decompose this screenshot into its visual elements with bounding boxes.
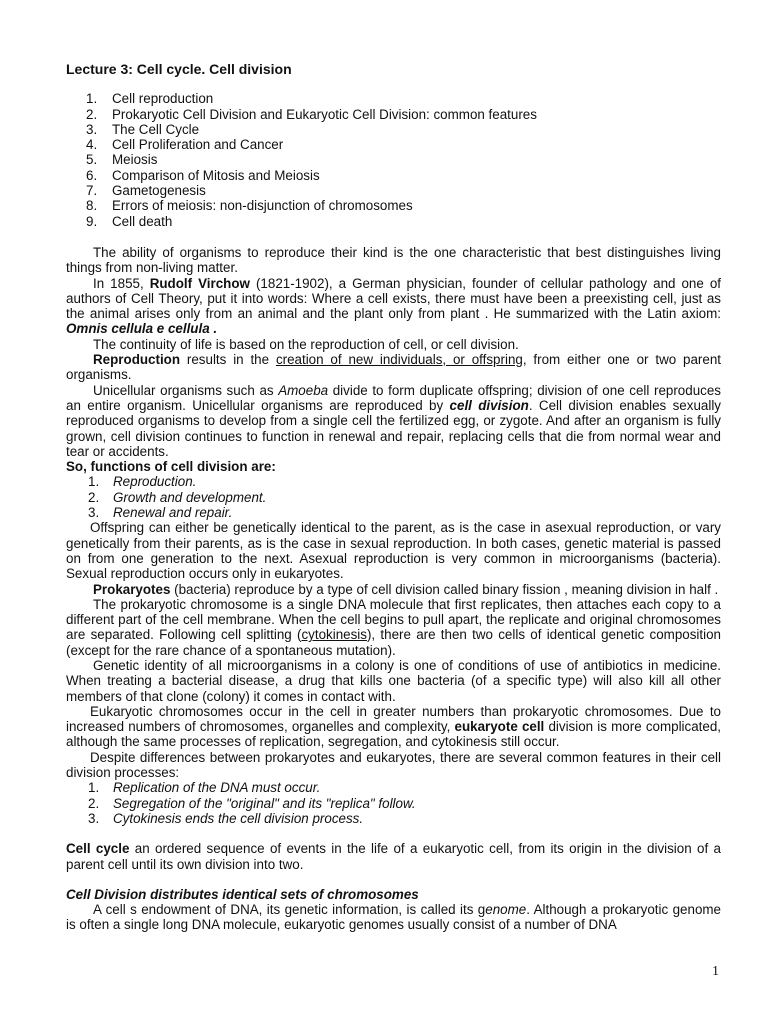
lecture-outline [66,91,721,229]
paragraph-unicellular: Unicellular organisms such as Amoeba divide to form duplicate offspring; division of one cell reproduces an entire organism. Unicellular organisms are reproduced by cell division. Cell division enables sexually reproduced organisms to develop from a single cell the fertilized egg, or zygote. And after an organism is fully grown, cell division continues to function in renewal and repair, replacing cells that die from normal wear and tear or accidents. [66,382,721,459]
functions-list [66,474,721,520]
paragraph-prokaryotes: Prokaryotes (bacteria) reproduce by a type of cell division called binary fission , meaning division in half . [93,581,719,597]
paragraph-cell-cycle: Cell cycle an ordered sequence of events in the life of a eukaryotic cell, from its origin in the division of a parent cell until its own division into two. [66,841,721,872]
document-page [66,62,721,933]
page-number: 1 [712,964,719,979]
outline-item: 1. Cell reproduction [86,91,214,107]
list-item: 3. Renewal and repair. [88,505,233,521]
lecture-title: Lecture 3: Cell cycle. Cell division [66,61,292,77]
paragraph-prokaryotic-chromosome: The prokaryotic chromosome is a single DNA molecule that first replicates, then attaches each copy to a different part of the cell membrane. When the cell begins to pull apart, the replicate and original chromosomes are separated. Following cell splitting (cytokinesis), there are then two cells of identical genetic composition (except for the rare chance of a spontaneous mutation). [66,596,721,658]
list-item: 3. Cytokinesis ends the cell division process. [88,810,364,826]
list-item: 2. Segregation of the "original" and its "replica" follow. [88,795,416,811]
paragraph-genome: A cell s endowment of DNA, its genetic information, is called its genome. Although a prokaryotic genome is often a single long DNA molecule, eukaryotic genomes usually consist of a number of DNA [66,902,721,933]
list-item: 1. Replication of the DNA must occur. [88,780,321,796]
paragraph-intro: The ability of organisms to reproduce their kind is the one characteristic that best distinguishes living things from non-living matter. [66,244,721,276]
paragraph-virchow: In 1855, Rudolf Virchow (1821-1902), a German physician, founder of cellular pathology and one of authors of Cell Theory, put it into words: Where a cell exists, there must have been a preexisting cell, just as the animal arises only from an animal and the plant only from plant . He summarized with the Latin axiom: Omnis cellula e cellula . [66,275,722,337]
outline-item: 6. Comparison of Mitosis and Meiosis [86,167,320,183]
paragraph-common-features: Despite differences between prokaryotes and eukaryotes, there are several common features in their cell division processes: [66,749,721,781]
paragraph-offspring: Offspring can either be genetically identical to the parent, as is the case in asexual reproduction, or vary genetically from their parents, as is the case in sexual reproduction. In both cases, genetic material is passed on from one generation to the next. Asexual reproduction is very common in microorganisms (bacteria). Sexual reproduction occurs only in eukaryotes. [66,520,721,582]
functions-heading: So, functions of cell division are: [66,459,276,475]
outline-item: 2. Prokaryotic Cell Division and Eukaryotic Cell Division: common features [86,106,537,122]
paragraph-eukaryotic: Eukaryotic chromosomes occur in the cell in greater numbers than prokaryotic chromosomes. Due to increased numbers of chromosomes, organelles and complexity, eukaryote cell division is more complicated, although the same processes of replication, segregation, and cytokinesis still occur. [66,703,721,750]
outline-item: 5. Meiosis [86,152,158,168]
paragraph-reproduction: Reproduction results in the creation of new individuals, or offspring, from either one or two parent organisms. [66,352,722,383]
paragraph-genetic-identity: Genetic identity of all microorganisms in a colony is one of conditions of use of antibiotics in medicine. When treating a bacterial disease, a drug that kills one bacteria (of a specific type) will also kill all other members of that clone (colony) it comes in contact with. [66,657,721,704]
outline-item: 8. Errors of meiosis: non-disjunction of chromosomes [86,198,413,214]
list-item: 1. Reproduction. [88,474,197,490]
list-item: 2. Growth and development. [88,489,267,505]
outline-item: 4. Cell Proliferation and Cancer [86,137,284,153]
features-list [66,780,721,826]
section-heading: Cell Division distributes identical sets of chromosomes [66,886,419,902]
outline-item: 9. Cell death [86,213,173,229]
paragraph-continuity: The continuity of life is based on the reproduction of cell, or cell division. [93,336,519,352]
outline-item: 7. Gametogenesis [86,183,206,199]
outline-item: 3. The Cell Cycle [86,121,200,137]
